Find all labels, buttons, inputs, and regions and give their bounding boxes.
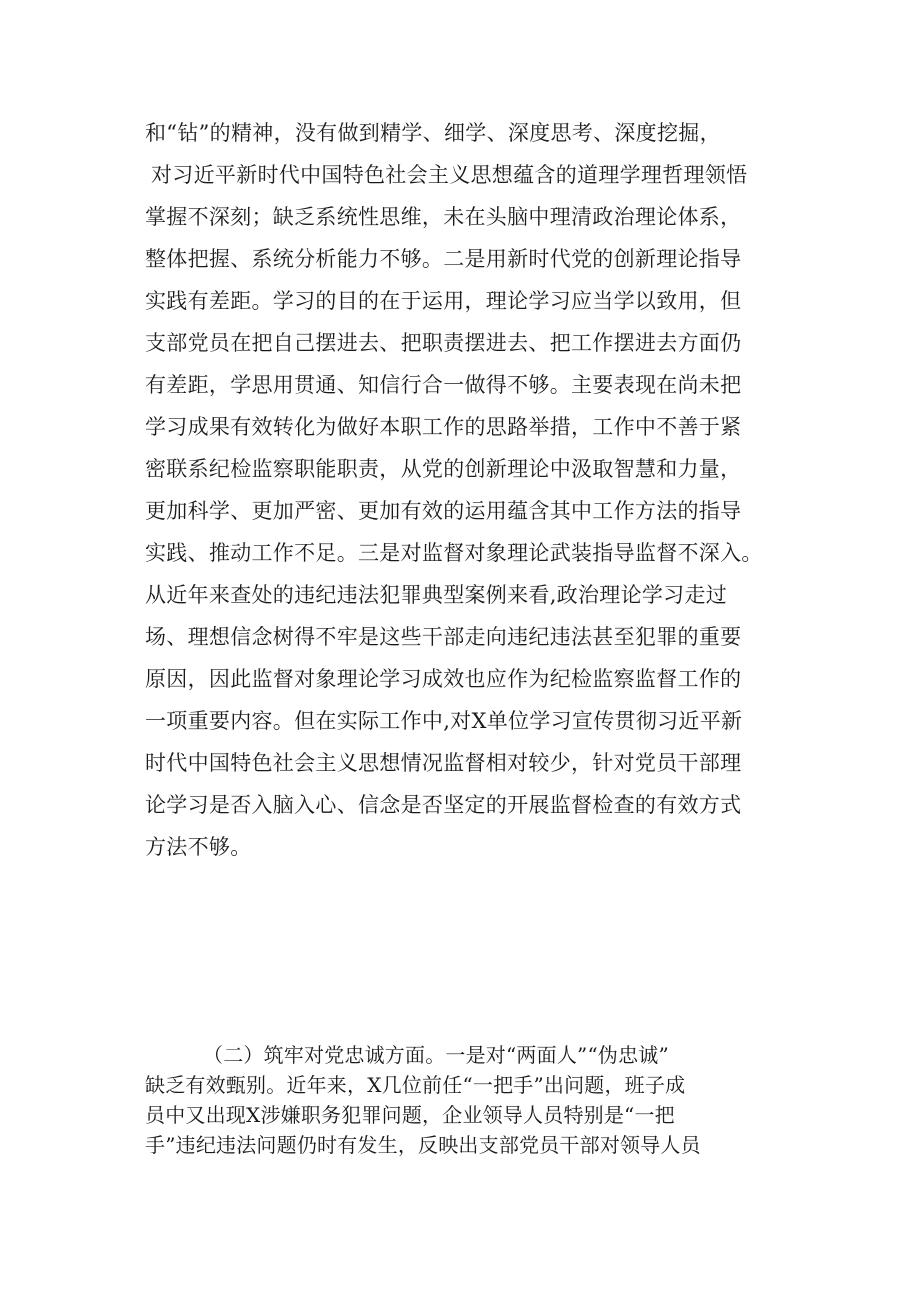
paragraph-theory-study (145, 112, 835, 868)
text-line: 方法不够。 (145, 835, 252, 859)
text-line: 实践、推动工作不足。三是对监督对象理论武装指导监督不深入。 (145, 541, 763, 565)
text-line: 时代中国特色社会主义思想情况监督相对较少，针对党员干部理 (145, 751, 742, 775)
text-line: 有差距，学思用贯通、知信行合一做得不够。主要表现在尚未把 (145, 373, 742, 397)
text-line: 从近年来查处的违纪违法犯罪典型案例来看,政治理论学习走过 (145, 583, 728, 607)
text-line: 掌握不深刻；缺乏系统性思维，未在头脑中理清政治理论体系， (145, 205, 742, 229)
text-line: 场、理想信念树得不牢是这些干部走向违纪违法甚至犯罪的重要 (145, 625, 742, 649)
text-line: 学习成果有效转化为做好本职工作的思路举措，工作中不善于紧 (145, 415, 742, 439)
text-line: 和“钻”的精神，没有做到精学、细学、深度思考、深度挖掘， (145, 121, 721, 145)
section-heading-line: （二）筑牢对党忠诚方面。一是对“两面人”“伪忠诚” (203, 1043, 669, 1067)
text-line: 员中又出现X涉嫌职务犯罪问题，企业领导人员特别是“一把 (145, 1103, 675, 1127)
text-line: 原因，因此监督对象理论学习成效也应作为纪检监察监督工作的 (145, 667, 742, 691)
text-line: 缺乏有效甄别。近年来，X几位前任“一把手”出问题，班子成 (145, 1073, 686, 1097)
text-line: 手”违纪违法问题仍时有发生，反映出支部党员干部对领导人员 (145, 1133, 701, 1157)
text-line: 密联系纪检监察职能职责，从党的创新理论中汲取智慧和力量， (145, 457, 742, 481)
text-line: 更加科学、更加严密、更加有效的运用蕴含其中工作方法的指导 (145, 499, 742, 523)
text-line: 整体把握、系统分析能力不够。二是用新时代党的创新理论指导 (145, 247, 742, 271)
text-line: 实践有差距。学习的目的在于运用，理论学习应当学以致用，但 (145, 289, 742, 313)
text-line: 一项重要内容。但在实际工作中,对X单位学习宣传贯彻习近平新 (145, 709, 743, 733)
text-line: 论学习是否入脑入心、信念是否坚定的开展监督检查的有效方式 (145, 793, 742, 817)
text-line: 对习近平新时代中国特色社会主义思想蕴含的道理学理哲理领悟 (151, 163, 748, 187)
paragraph-party-loyalty (145, 1040, 835, 1160)
text-line: 支部党员在把自己摆进去、把职责摆进去、把工作摆进去方面仍 (145, 331, 742, 355)
